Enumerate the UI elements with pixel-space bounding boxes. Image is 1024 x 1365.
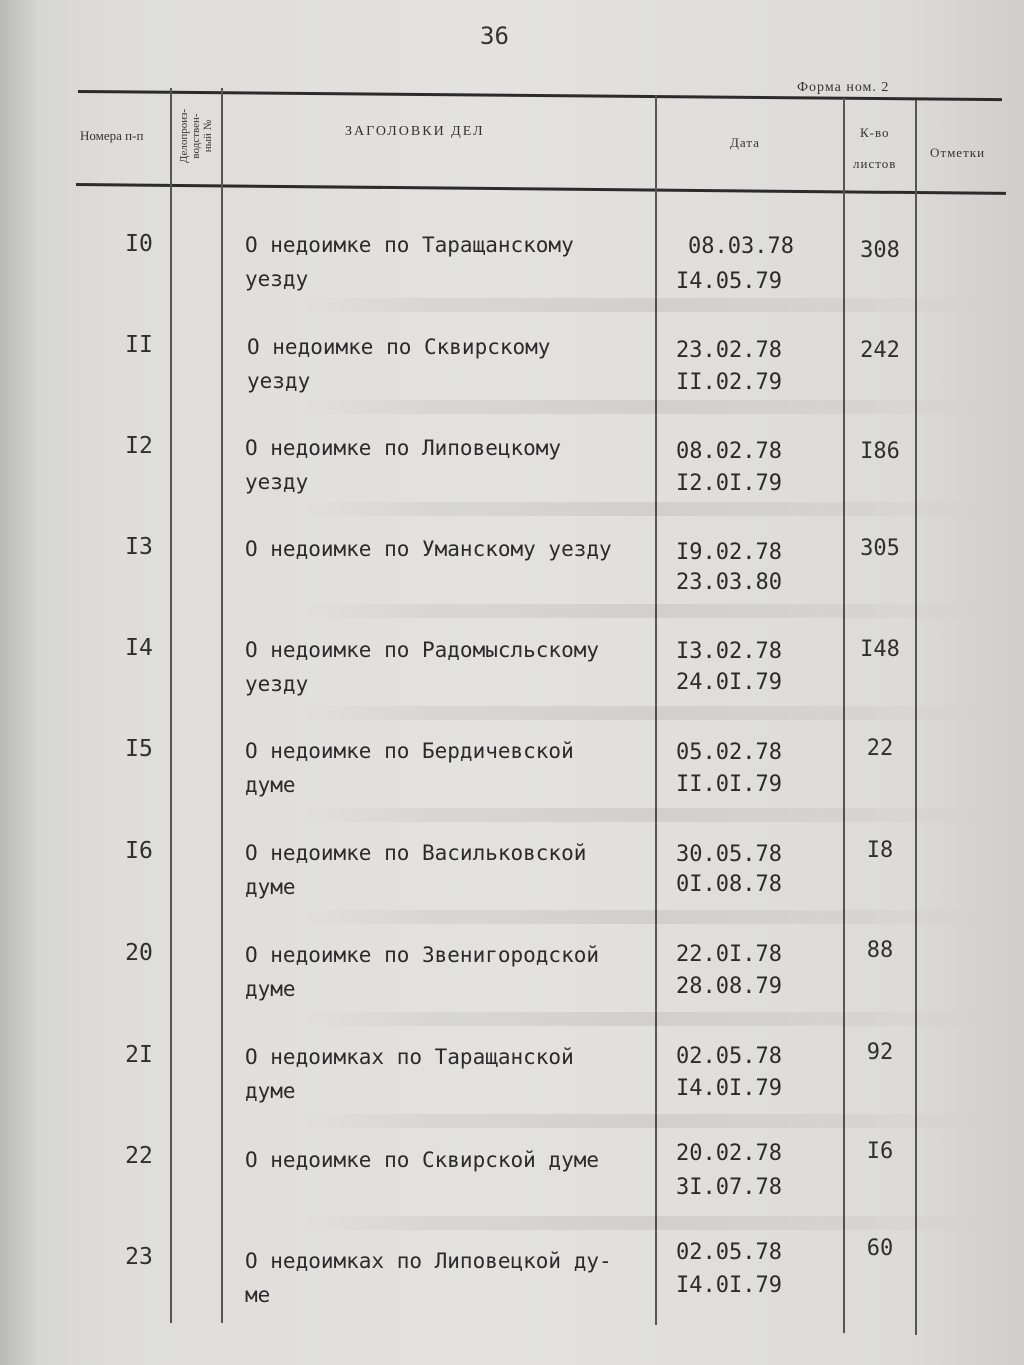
row-date-to: 24.0I.79 [676, 670, 782, 695]
row-number: I4 [125, 635, 153, 661]
header-office-line: водствен- [190, 113, 202, 159]
row-title: О недоимке по Радомысльскому уезду [245, 638, 600, 696]
row-sheets: I48 [860, 637, 900, 662]
row-date-from: 02.05.78 [676, 1044, 782, 1069]
row-date-to: II.0I.79 [676, 772, 782, 797]
row-title: О недоимке по Бердичевской думе [245, 739, 574, 797]
row-sheets: 22 [866, 736, 894, 761]
row-sheets: 242 [860, 338, 900, 363]
row-number: I5 [125, 736, 153, 762]
row-number: 22 [125, 1143, 153, 1169]
form-label: Форма ном. 2 [797, 80, 890, 95]
row-number: 23 [125, 1244, 153, 1270]
row-number: I0 [125, 231, 153, 257]
row-number: 20 [125, 940, 153, 966]
row-date-from: 30.05.78 [676, 842, 782, 867]
row-title: О недоимках по Липовецкой ду- ме [245, 1249, 612, 1307]
row-title: О недоимке по Звенигородской думе [245, 943, 600, 1001]
row-number: II [125, 332, 153, 358]
row-title: О недоимке по Сквирской думе [245, 1148, 600, 1172]
header-bottom-rule [76, 183, 1006, 195]
row-date-from: 08.02.78 [676, 439, 782, 464]
row-date-from: 05.02.78 [676, 740, 782, 765]
table-row [0, 228, 1024, 328]
header-office-line: Делопроиз- [178, 108, 190, 164]
table-row [0, 836, 1024, 936]
row-date-to: I4.05.79 [676, 269, 782, 294]
table-row [0, 938, 1024, 1038]
row-date-from: 23.02.78 [676, 338, 782, 363]
header-sheets-line1: К-во [860, 125, 890, 140]
row-date-to: I4.0I.79 [676, 1076, 782, 1101]
table-row [0, 532, 1024, 632]
page-number: 36 [480, 22, 509, 50]
header-number: Номера п-п [80, 128, 144, 143]
row-number: I6 [125, 838, 153, 864]
row-date-from: I3.02.78 [676, 639, 782, 664]
row-title: О недоимке по Таращанскому уезду [245, 233, 574, 291]
table-row [0, 330, 1024, 430]
header-notes: Отметки [930, 145, 986, 160]
row-title: О недоимке по Уманскому уезду [245, 537, 612, 561]
table-row [0, 734, 1024, 834]
row-number: 2I [125, 1042, 153, 1068]
header-sheets-line2: листов [853, 156, 897, 171]
table-row [0, 431, 1024, 531]
row-sheets: 60 [866, 1236, 894, 1261]
row-date-to: I4.0I.79 [676, 1273, 782, 1298]
row-title: О недоимке по Сквирскому уезду [247, 335, 551, 393]
row-title: О недоимках по Таращанской думе [245, 1045, 574, 1103]
header-date: Дата [730, 135, 760, 150]
row-title: О недоимке по Липовецкому уезду [245, 436, 562, 494]
table-row [0, 1040, 1024, 1140]
header-titles: ЗАГОЛОВКИ ДЕЛ [345, 124, 485, 139]
row-sheets: I86 [860, 439, 900, 464]
row-sheets: I6 [866, 1139, 894, 1164]
row-sheets: 308 [860, 238, 900, 263]
row-number: I2 [125, 433, 153, 459]
row-date-from: 08.03.78 [688, 234, 794, 259]
row-date-from: 22.0I.78 [676, 942, 782, 967]
row-date-to: 23.03.80 [676, 570, 782, 595]
header-office-line: ный № [202, 119, 214, 153]
row-sheets: 305 [860, 536, 900, 561]
row-sheets: I8 [866, 838, 894, 863]
table-row [0, 1236, 1024, 1342]
row-date-from: 20.02.78 [676, 1141, 782, 1166]
table-row [0, 633, 1024, 733]
row-date-from: 02.05.78 [676, 1240, 782, 1265]
row-date-from: I9.02.78 [676, 540, 782, 565]
header-office-number [170, 90, 222, 182]
row-date-to: 0I.08.78 [676, 872, 782, 897]
table-row [0, 1141, 1024, 1241]
row-date-to: 28.08.79 [676, 974, 782, 999]
row-sheets: 92 [866, 1040, 894, 1065]
row-sheets: 88 [866, 938, 894, 963]
row-number: I3 [125, 534, 153, 560]
row-date-to: 3I.07.78 [676, 1175, 782, 1200]
row-date-to: I2.0I.79 [676, 471, 782, 496]
row-date-to: II.02.79 [676, 370, 782, 395]
row-title: О недоимке по Васильковской думе [245, 841, 587, 899]
